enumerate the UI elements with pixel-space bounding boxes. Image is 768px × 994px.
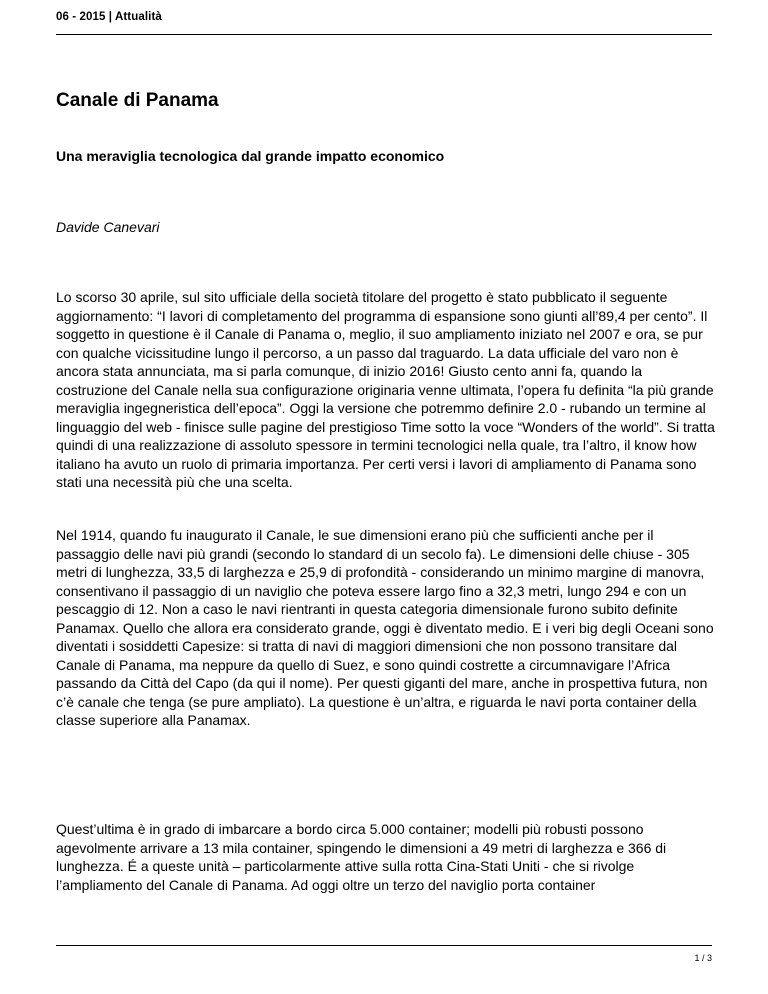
article-paragraph: Lo scorso 30 aprile, sul sito ufficiale della società titolare del progetto è stato pubblicato il seguente aggiornamento: “I lavori di completamento del programma di espansione sono giunti all’89,4 per cento”. Il soggetto in questione è il Canale di Panama o, meglio, il suo ampliamento iniziato nel 2007 e ora, se pur con qualche vicissitudine lungo il percorso, a un passo dal traguardo. La data ufficiale del varo non è ancora stata annunciata, ma si parla comunque, di inizio 2016! Giusto cento anni fa, quando la costruzione del Canale nella sua configurazione originaria venne ultimata, l’opera fu definita “la più grande meraviglia ingegneristica dell’epoca”. Oggi la versione che potremmo definire 2.0 - rubando un termine al linguaggio del web - finisce sulle pagine del prestigioso Time sotto la voce “Wonders of the world”. Si tratta quindi di una realizzazione di assoluto spessore in termini tecnologici nella quale, tra l’altro, il know how italiano ha avuto un ruolo di primaria importanza. Per certi versi i lavori di ampliamento di Panama sono stati una necessità più che una scelta. [56, 289, 715, 490]
article-title: Canale di Panama [56, 90, 219, 111]
article-subtitle: Una meraviglia tecnologica dal grande impatto economico [56, 148, 445, 164]
footer-divider [56, 945, 712, 946]
header-divider [56, 34, 712, 35]
article-author: Davide Canevari [56, 219, 160, 235]
section-header: 06 - 2015 | Attualità [56, 11, 162, 23]
article-paragraph: Nel 1914, quando fu inaugurato il Canale, le sue dimensioni erano più che sufficienti anche per il passaggio delle navi più grandi (secondo lo standard di un secolo fa). Le dimensioni delle chiuse - 305 metri di lunghezza, 33,5 di larghezza e 25,9 di profondità - considerando un minimo margine di manovra, consentivano il passaggio di un naviglio che poteva essere largo fino a 32,3 metri, lungo 294 e con un pescaggio di 12. Non a caso le navi rientranti in questa categoria dimensionale furono subito definite Panamax. Quello che allora era considerato grande, oggi è diventato medio. E i veri big degli Oceani sono diventati i sosiddetti Capesize: si tratta di navi di maggiori dimensioni che non possono transitare dal Canale di Panama, ma neppure da quello di Suez, e sono quindi costrette a circumnavigare l’Africa passando da Città del Capo (da qui il nome). Per questi giganti del mare, anche in prospettiva futura, non c’è canale che tenga (se pure ampliato). La questione è un’altra, e riguarda le navi porta container della classe superiore alla Panamax. [56, 527, 714, 728]
article-paragraph: Quest’ultima è in grado di imbarcare a bordo circa 5.000 container; modelli più robusti possono agevolmente arrivare a 13 mila container, spingendo le dimensioni a 49 metri di larghezza e 366 di lunghezza. É a queste unità – particolarmente attive sulla rotta Cina-Stati Uniti - che si rivolge l’ampliamento del Canale di Panama. Ad oggi oltre un terzo del naviglio porta container [56, 821, 667, 893]
page-number: 1 / 3 [694, 953, 712, 963]
